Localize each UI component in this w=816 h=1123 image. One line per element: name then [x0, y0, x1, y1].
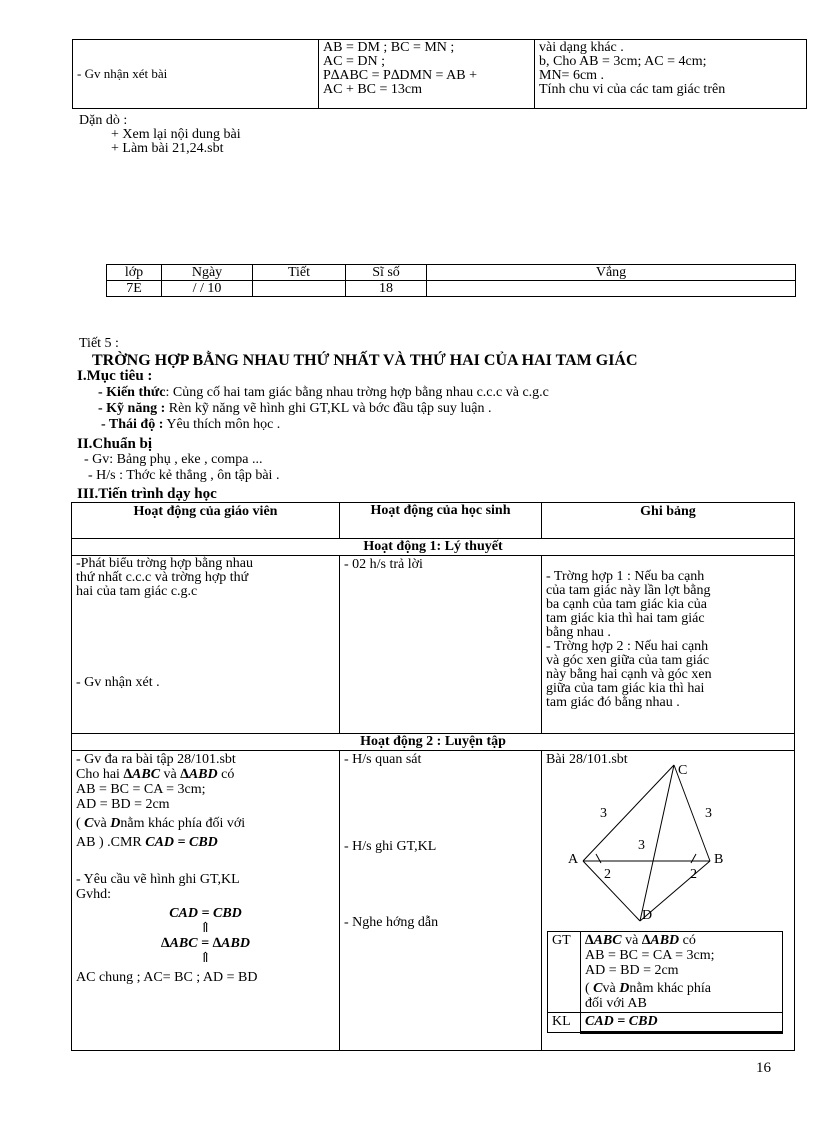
text-line: nằm khác phía [629, 981, 711, 996]
s1-teacher [72, 556, 340, 734]
header-teacher: Hoạt động của giáo viên [72, 503, 340, 539]
edge-cd [640, 765, 674, 921]
class-cell [427, 281, 796, 297]
implies-arrow-icon: ⇑ [199, 951, 212, 966]
point-c-symbol: C [593, 981, 603, 996]
text-line: - Nghe hớng dẫn [344, 915, 439, 930]
text-line: của tam giác này lần lợt bằng [546, 583, 711, 598]
length-label: 3 [600, 806, 607, 821]
text-line: có [682, 933, 696, 948]
text-line: nằm khác phía đối với [120, 816, 246, 831]
top-table [72, 39, 807, 109]
section-preparation: II.Chuẩn bị [77, 436, 153, 452]
prep-student: - H/s : Thớc kẻ thẳng , ôn tập bài . [88, 468, 280, 483]
label-a: A [568, 852, 579, 867]
preparation-list [84, 452, 279, 484]
text-line: - Gv đa ra bài tập 28/101.sbt [76, 752, 236, 767]
top-col3-line: MN= 6cm . [539, 68, 605, 83]
class-header: Vắng [427, 265, 796, 281]
gt-content [581, 932, 783, 1013]
text-line: bằng nhau . [546, 625, 611, 640]
header-board: Ghi bảng [542, 503, 795, 539]
teacher-comment: - Gv nhận xét . [76, 675, 160, 690]
text-line: ( [585, 981, 590, 996]
geometry-figure [542, 751, 782, 931]
section-practice: Hoạt động 2 : Luyện tập [72, 734, 795, 751]
text-line: - H/s ghi GT,KL [344, 839, 437, 854]
triangle-abd: ∆ABD [180, 767, 218, 782]
dan-do-title: Dặn dò : [79, 113, 128, 128]
class-cell [253, 281, 346, 297]
top-col2 [319, 40, 535, 109]
s2-teacher [72, 751, 340, 1051]
section-objectives: I.Mục tiêu : [77, 368, 153, 384]
top-col2-line: AC + BC = 13cm [323, 82, 423, 97]
text-line: ( [76, 816, 81, 831]
lesson-title: TRỜNG HỢP BẰNG NHAU THỨ NHẤT VÀ THỨ HAI CỦA HAI TAM GIÁC [92, 352, 638, 369]
exercise-title: Bài 28/101.sbt [546, 752, 628, 767]
edge-ad [583, 861, 640, 921]
section-theory: Hoạt động 1: Lý thuyết [72, 539, 795, 556]
text-line: và [163, 767, 177, 782]
point-c-symbol: C [84, 816, 94, 831]
s1-student [340, 556, 542, 734]
header-student: Hoạt động của học sinh [340, 503, 542, 539]
text-line: và [93, 816, 107, 831]
gt-label: GT [548, 932, 581, 1013]
text-line: tam giác đó bằng nhau . [546, 695, 680, 710]
text-line: và [602, 981, 616, 996]
label-b: B [714, 852, 724, 867]
page-number: 16 [756, 1060, 771, 1076]
text-line: có [221, 767, 235, 782]
text-line: ba cạnh của tam giác kia của [546, 597, 707, 612]
text-line: đối với AB [585, 996, 647, 1011]
text-line: AB ) .CMR [76, 835, 142, 850]
text-line: Gvhd: [76, 887, 111, 902]
skill-label: - Kỹ năng : [98, 401, 166, 416]
attitude-text: Yêu thích môn học . [166, 417, 281, 432]
top-col2-line: AC = DN ; [323, 54, 385, 69]
length-label: 3 [705, 806, 712, 821]
class-header: Sĩ số [346, 265, 427, 281]
text-line: - H/s quan sát [344, 752, 422, 767]
tick-mark [691, 854, 696, 863]
text-line: này bằng hai cạnh và góc xen [546, 667, 712, 682]
objectives-list [98, 385, 549, 433]
text-line: tam giác kia thì hai tam giác [546, 611, 705, 626]
s2-student [340, 751, 542, 1051]
prep-teacher: - Gv: Bảng phụ , eke , compa ... [84, 452, 263, 467]
implies-arrow-icon: ⇑ [199, 921, 212, 936]
top-col3 [535, 40, 807, 109]
triangle-equation: ∆ABC = ∆ABD [161, 936, 250, 951]
dan-do-item: + Làm bài 21,24.sbt [111, 141, 224, 156]
kl-content: CAD = CBD [581, 1013, 783, 1033]
skill-text: Rèn kỹ năng vẽ hình ghi GT,KL và bớc đầu tập suy luận . [168, 401, 492, 416]
top-col1-text: - Gv nhận xét bài [77, 66, 168, 81]
class-cell: / / 10 [162, 281, 253, 297]
text-line: hai của tam giác c.g.c [76, 584, 198, 599]
label-d: D [642, 908, 653, 923]
top-col3-line: b, Cho AB = 3cm; AC = 4cm; [539, 54, 707, 69]
triangle-abc: ∆ABC [123, 767, 161, 782]
edge-ca [583, 765, 674, 861]
class-header: Ngày [162, 265, 253, 281]
knowledge-text: : Củng cố hai tam giác bằng nhau trờng hợp bằng nhau c.c.c và c.g.c [165, 385, 549, 400]
top-col3-line: vài dạng khác . [539, 40, 624, 55]
main-table [71, 502, 795, 1051]
tick-mark [596, 854, 601, 863]
point-d-symbol: D [110, 816, 121, 831]
length-label: 2 [690, 867, 697, 882]
text-line: Cho hai [76, 767, 120, 782]
top-col2-line: AB = DM ; BC = MN ; [323, 40, 455, 55]
dan-do-item: + Xem lại nội dung bài [111, 127, 241, 142]
angle-equation: CAD = CBD [145, 835, 218, 850]
text-line: AB = BC = CA = 3cm; [76, 782, 206, 797]
triangle-abc: ∆ABC [585, 933, 622, 948]
text-line: - 02 h/s trả lời [344, 557, 423, 572]
text-line: AC chung ; AC= BC ; AD = BD [76, 970, 258, 985]
top-col3-line: Tính chu vi của các tam giác trên [539, 82, 726, 97]
text-line: giữa của tam giác kia thì hai [546, 681, 705, 696]
text-line: AB = BC = CA = 3cm; [585, 948, 715, 963]
s1-board [542, 556, 795, 734]
text-line: - Yêu cầu vẽ hình ghi GT,KL [76, 872, 240, 887]
triangle-abd: ∆ABD [641, 933, 680, 948]
s2-board [542, 751, 795, 1051]
text-line: và góc xen giữa của tam giác [546, 653, 710, 668]
text-line: - Trờng hợp 1 : Nếu ba cạnh [546, 569, 705, 584]
class-header: lớp [107, 265, 162, 281]
top-col1 [73, 40, 319, 109]
class-cell: 7E [107, 281, 162, 297]
text-line: thứ nhất c.c.c và trờng hợp thứ [76, 570, 249, 585]
class-cell: 18 [346, 281, 427, 297]
angle-equation: CAD = CBD [169, 906, 242, 921]
class-header: Tiết [253, 265, 346, 281]
text-line: - Trờng hợp 2 : Nếu hai cạnh [546, 639, 709, 654]
length-label: 2 [604, 867, 611, 882]
point-d-symbol: D [619, 981, 630, 996]
class-table [106, 264, 796, 297]
gt-kl-table [547, 931, 783, 1034]
attitude-label: - Thái độ : [101, 417, 164, 432]
label-c: C [678, 763, 688, 778]
top-col2-line: P∆ABC = P∆DMN = AB + [323, 68, 478, 83]
dan-do [79, 114, 241, 156]
knowledge-label: - Kiến thức [98, 385, 166, 400]
section-procedure: III.Tiến trình dạy học [77, 486, 217, 502]
text-line: -Phát biểu trờng hợp bằng nhau [76, 556, 253, 571]
text-line: và [625, 933, 639, 948]
lesson-period: Tiết 5 : [79, 336, 119, 351]
text-line: AD = BD = 2cm [76, 797, 170, 812]
kl-label: KL [548, 1013, 581, 1033]
text-line: AD = BD = 2cm [585, 963, 679, 978]
length-label: 3 [638, 838, 645, 853]
